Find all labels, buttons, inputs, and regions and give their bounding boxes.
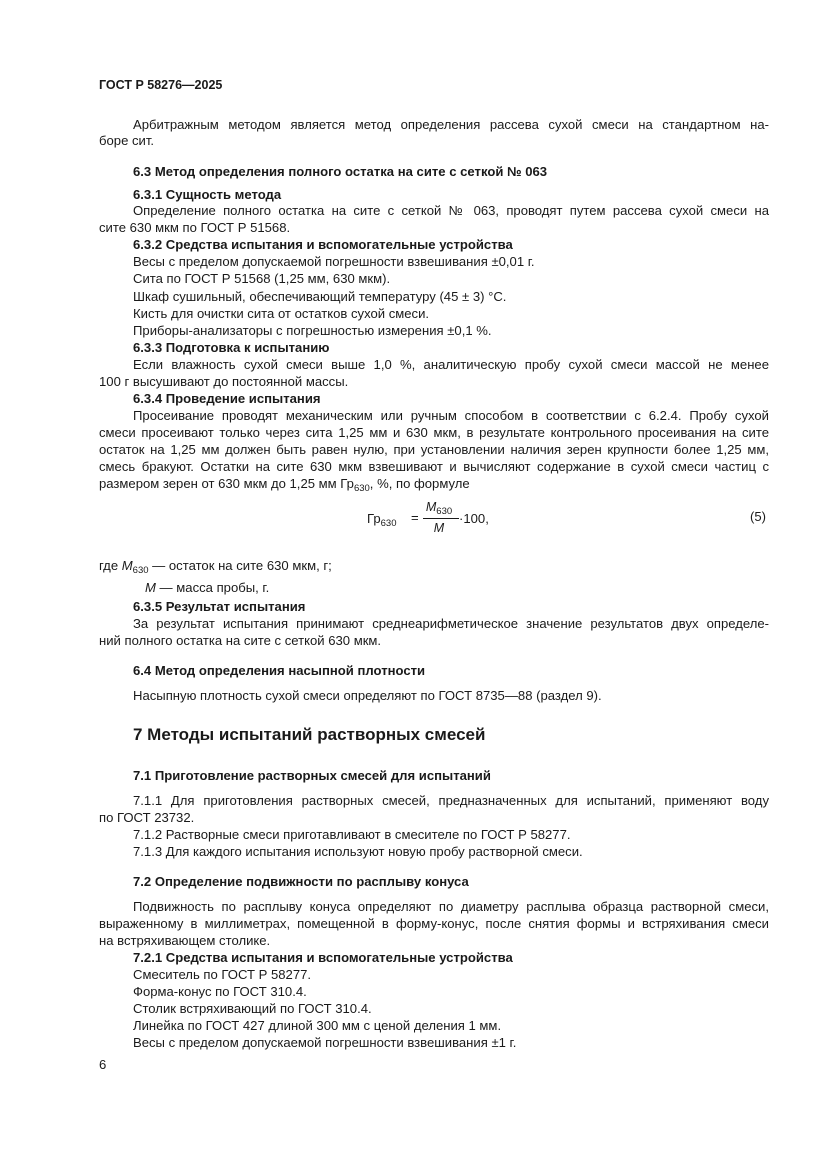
section-7-1-heading: 7.1 Приготовление растворных смесей для испытаний [133,768,491,783]
section-6-3-4-heading: 6.3.4 Проведение испытания [133,391,321,406]
formula-lhs: $Гр_{630}$ [367,511,397,529]
formula-multiplier: ·100, [459,511,489,526]
section-7-2-1-heading: 7.2.1 Средства испытания и вспомогательные устройства [133,950,513,965]
equipment-item: Приборы-анализаторы с погрешностью измерения ±0,1 %. [133,323,492,338]
intro-line-1: Арбитражным методом является метод определения рассева сухой смеси на стандартном на- [133,117,769,132]
section-6-3-5-heading: 6.3.5 Результат испытания [133,599,306,614]
section-6-3-4-line: смесь бракуют. Остатки на сите 630 мкм взвешивают и вычисляют содержание в сухой смеси частиц с [99,459,769,474]
para-7-1-1-line-1: 7.1.1 Для приготовления растворных смесей, предназначенных для испытаний, применяют воду [133,793,769,808]
section-6-3-4-line: смеси просеивают только через сита 1,25 мм и 630 мкм, в результате контрольного просеивания на сите [99,425,769,440]
equipment-item: Весы с пределом допускаемой погрешности взвешивания ±1 г. [133,1035,517,1050]
section-6-4-heading: 6.4 Метод определения насыпной плотности [133,663,426,678]
section-6-3-1-line-1: Определение полного остатка на сите с сеткой № 063, проводят путем рассева сухой смеси на [133,203,769,218]
equipment-item: Линейка по ГОСТ 427 длиной 300 мм с ценой деления 1 мм. [133,1018,502,1033]
section-6-3-3-heading: 6.3.3 Подготовка к испытанию [133,340,330,355]
section-6-3-5-line-2: ний полного остатка на сите с сеткой 630 мкм. [99,633,382,648]
section-6-3-1-heading: 6.3.1 Сущность метода [133,187,282,202]
section-6-3-4-last-line: размером зерен от 630 мкм до 1,25 мм $Гр_{630}$, %, по формуле [99,476,470,494]
section-6-3-heading: 6.3 Метод определения полного остатка на сите с сеткой № 063 [133,164,548,179]
section-6-3-4-line: Просеивание проводят механическим или ручным способом в соответствии с 6.2.4. Пробу сухой [133,408,769,423]
section-6-3-4-line: остаток на 1,25 мм должен быть равен нулю, при установлении наличия зерен крупности более 1,25 мм, [99,442,769,457]
para-7-1-3: 7.1.3 Для каждого испытания используют новую пробу растворной смеси. [133,844,583,859]
section-7-2-last-line: на встряхивающем столике. [99,933,271,948]
formula-numerator: $M_{630}$ [425,500,453,517]
page-number: 6 [99,1057,107,1072]
fraction-bar [423,518,459,519]
equipment-item: Весы с пределом допускаемой погрешности взвешивания ±0,01 г. [133,254,535,269]
equipment-item: Сита по ГОСТ Р 51568 (1,25 мм, 630 мкм). [133,271,391,286]
formula-denominator: M [433,521,445,535]
section-6-3-3-line-2: 100 г высушивают до постоянной массы. [99,374,349,389]
section-7-2-line: выраженному в миллиметрах, помещенной в форму-конус, после снятия формы и встряхивания смеси [99,916,769,931]
section-6-3-1-line-2: сите 630 мкм по ГОСТ Р 51568. [99,220,291,235]
para-7-1-2: 7.1.2 Растворные смеси приготавливают в смесителе по ГОСТ Р 58277. [133,827,571,842]
equipment-item: Смеситель по ГОСТ Р 58277. [133,967,312,982]
equipment-item: Столик встряхивающий по ГОСТ 310.4. [133,1001,372,1016]
formula-number: (5) [750,509,767,524]
document-id: ГОСТ Р 58276—2025 [99,78,223,92]
section-6-3-3-line-1: Если влажность сухой смеси выше 1,0 %, аналитическую пробу сухой смеси массой не менее [133,357,769,372]
equipment-item: Шкаф сушильный, обеспечивающий температуру (45 ± 3) °С. [133,289,507,304]
para-7-1-1-line-2: по ГОСТ 23732. [99,810,195,825]
section-7-heading: 7 Методы испытаний растворных смесей [133,725,486,744]
formula-where-line-1: где $M_{630}$ — остаток на сите 630 мкм, г; [99,558,332,576]
section-7-2-heading: 7.2 Определение подвижности по расплыву конуса [133,874,469,889]
formula-where-line-2: M — масса пробы, г. [145,580,270,595]
section-6-3-5-line-1: За результат испытания принимают среднеарифметическое значение результатов двух определе- [133,616,769,631]
equipment-item: Форма-конус по ГОСТ 310.4. [133,984,307,999]
section-7-2-line: Подвижность по расплыву конуса определяют по диаметру расплыва образца растворной смеси, [133,899,769,914]
equipment-item: Кисть для очистки сита от остатков сухой смеси. [133,306,430,321]
intro-line-2: боре сит. [99,133,155,148]
section-6-4-text: Насыпную плотность сухой смеси определяют по ГОСТ 8735—88 (раздел 9). [133,688,602,703]
formula-equals: = [411,510,419,525]
section-6-3-2-heading: 6.3.2 Средства испытания и вспомогательные устройства [133,237,513,252]
